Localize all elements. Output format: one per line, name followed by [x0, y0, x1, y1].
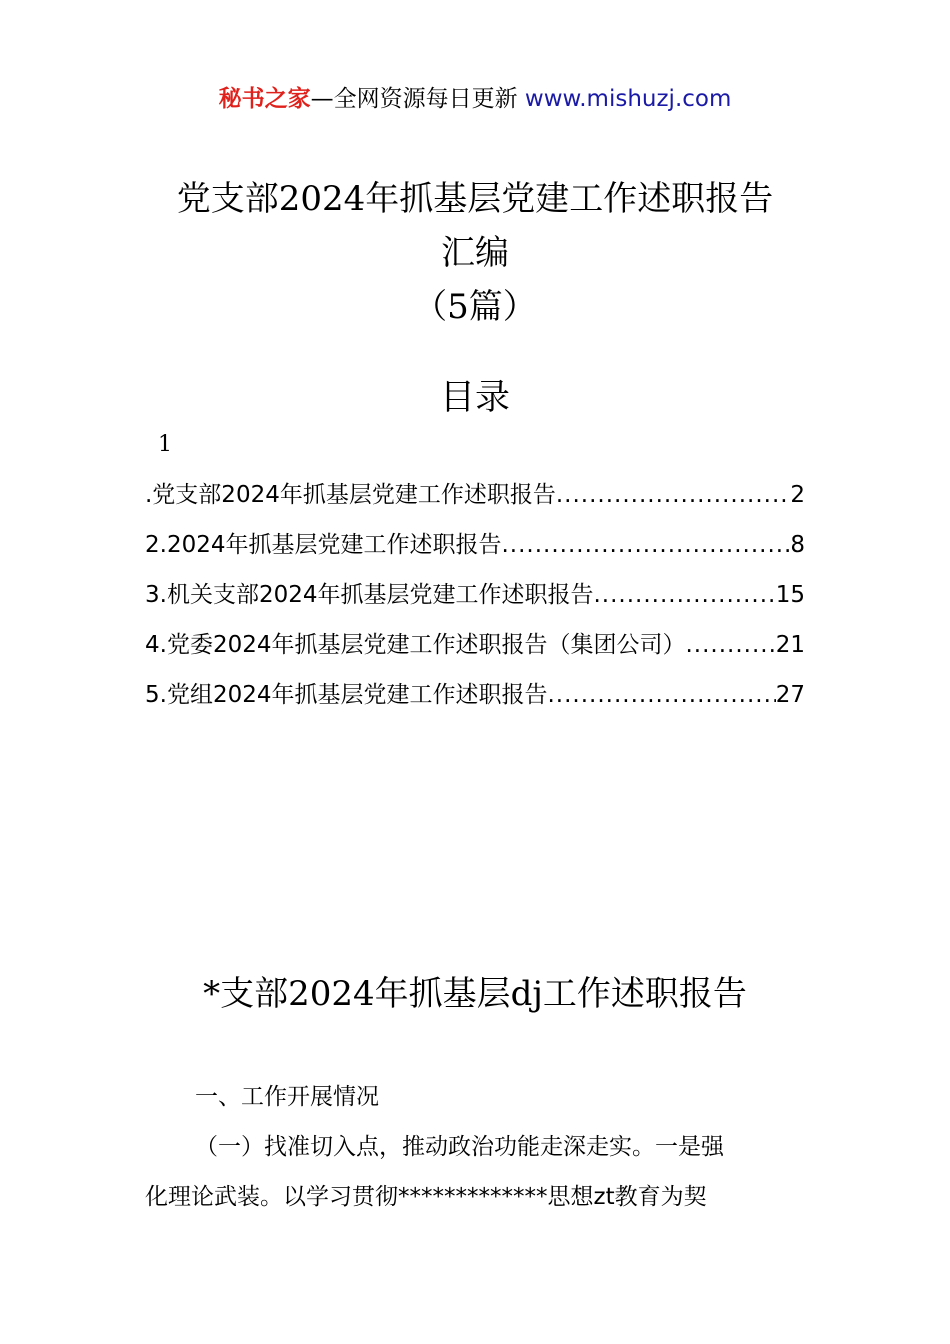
title-line-1: 党支部2024年抓基层党建工作述职报告	[176, 179, 774, 219]
toc-entry[interactable]	[145, 576, 805, 626]
paragraph-line: （一）找准切入点，推动政治功能走深走实。一是强	[195, 1134, 724, 1160]
toc-entry-page: 8	[790, 532, 805, 558]
site-url-link[interactable]: www.mishuzj.com	[524, 86, 732, 112]
toc-entry[interactable]	[145, 626, 805, 676]
toc-entry[interactable]	[145, 676, 805, 726]
toc-entry[interactable]	[145, 526, 805, 576]
toc-entry-label: 4.党委2024年抓基层党建工作述职报告（集团公司）	[145, 632, 686, 658]
toc-dot-leader	[556, 482, 791, 508]
toc-stray-number: 1	[158, 432, 172, 457]
header-tagline: —全网资源每日更新	[310, 86, 525, 112]
toc-entry-page: 27	[775, 682, 805, 708]
title-line-2: 汇编	[441, 233, 509, 273]
toc-dot-leader	[593, 582, 775, 608]
toc-dot-leader	[547, 682, 775, 708]
paragraph-line: 化理论武装。以学习贯彻*************思想zt教育为契	[145, 1184, 707, 1210]
toc-dot-leader	[501, 532, 790, 558]
toc-entry-label: 2.2024年抓基层党建工作述职报告	[145, 532, 502, 558]
toc-dot-leader	[685, 632, 775, 658]
toc-entry-page: 21	[775, 632, 805, 658]
brand-name: 秘书之家	[218, 86, 311, 112]
toc-entry-label: 3.机关支部2024年抓基层党建工作述职报告	[145, 582, 594, 608]
toc-entry-page: 2	[790, 482, 805, 508]
document-title	[0, 172, 950, 334]
table-of-contents	[145, 476, 805, 726]
toc-heading: 目录	[439, 378, 510, 418]
section-title: *支部2024年抓基层dj工作述职报告	[203, 974, 747, 1014]
toc-entry[interactable]	[145, 476, 805, 526]
toc-entry-label: 5.党组2024年抓基层党建工作述职报告	[145, 682, 548, 708]
title-line-3: （5篇）	[413, 287, 537, 327]
toc-entry-label: .党支部2024年抓基层党建工作述职报告	[145, 482, 556, 508]
section-heading: 一、工作开展情况	[195, 1084, 379, 1110]
site-header	[0, 80, 950, 113]
toc-entry-page: 15	[775, 582, 805, 608]
